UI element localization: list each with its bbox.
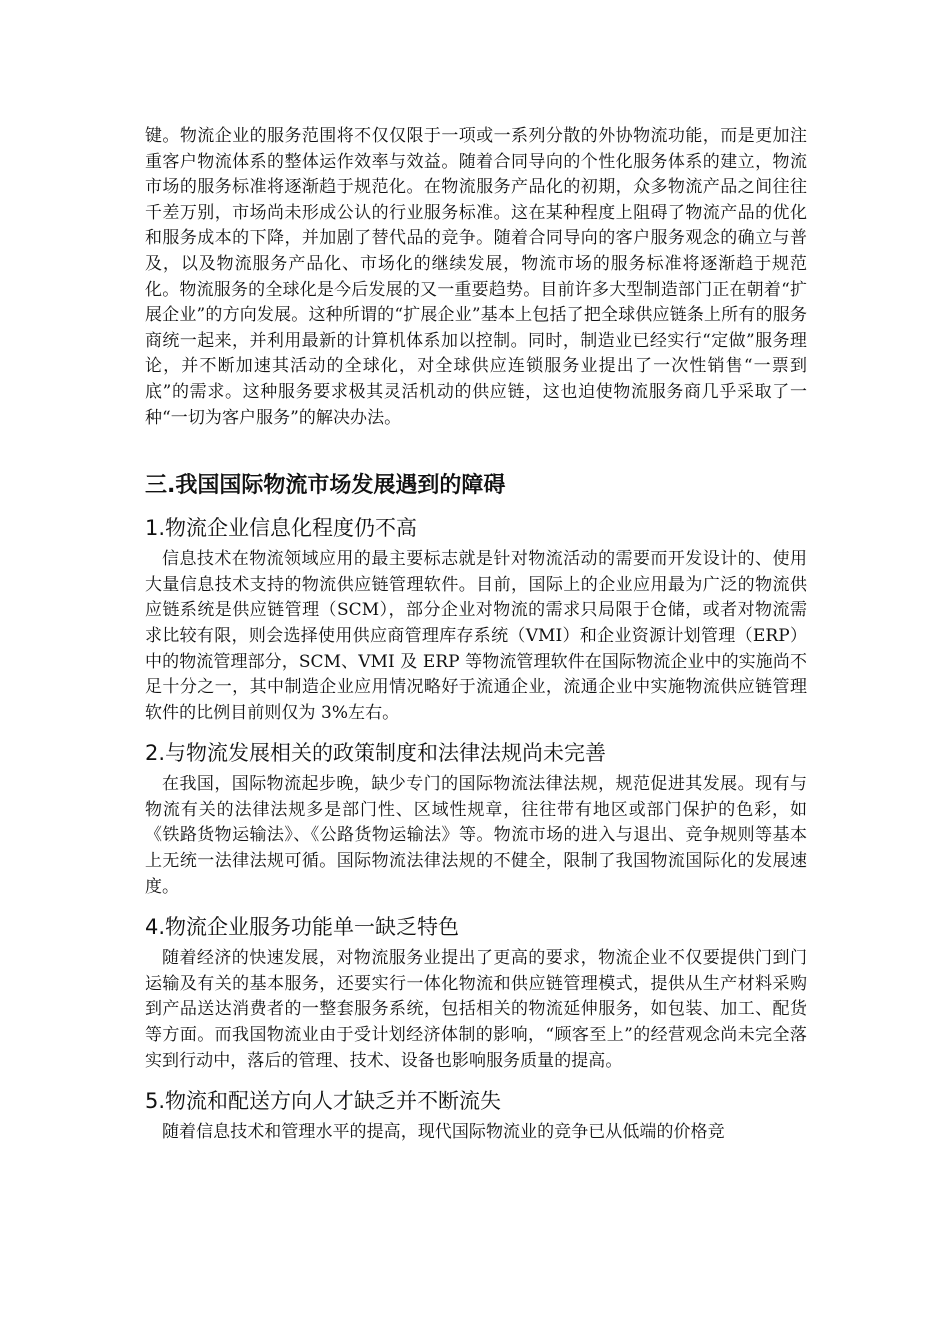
subsection-body-5: 随着信息技术和管理水平的提高，现代国际物流业的竞争已从低端的价格竞 <box>162 1122 725 1143</box>
subsection-heading-1: 1.物流企业信息化程度仍不高 <box>145 516 418 541</box>
subsection-heading-2: 2.与物流发展相关的政策制度和法律法规尚未完善 <box>145 741 607 766</box>
section-title: 三.我国国际物流市场发展遇到的障碍 <box>145 473 506 499</box>
subsection-heading-5: 5.物流和配送方向人才缺乏并不断流失 <box>145 1089 502 1114</box>
intro-paragraph: 键。物流企业的服务范围将不仅仅限于一项或一系列分散的外协物流功能，而是更加注重客户物流体系的整体运作效率与效益。随着合同导向的个性化服务体系的建立，物流市场的服务标准将逐渐趋于规范化。在物流服务产品化的初期，众多物流产品之间往往千差万别，市场尚未形成公认的行业服务标准。这在某种程度上阻碍了物流产品的优化和服务成本的下降，并加剧了替代品的竞争。随着合同导向的客户服务观念的确立与普及，以及物流服务产品化、市场化的继续发展，物流市场的服务标准将逐渐趋于规范化。物流服务的全球化是今后发展的又一重要趋势。目前许多大型制造部门正在朝着“扩展企业”的方向发展。这种所谓的“扩展企业”基本上包括了把全球供应链条上所有的服务商统一起来，并利用最新的计算机体系加以控制。同时，制造业已经实行“定做”服务理论，并不断加速其活动的全球化，对全球供应连锁服务业提出了一次性销售“一票到底”的需求。这种服务要求极其灵活机动的供应链，这也迫使物流服务商几乎采取了一种“一切为客户服务”的解决办法。 <box>145 126 807 428</box>
document-page <box>145 124 807 1146</box>
subsection-heading-4: 4.物流企业服务功能单一缺乏特色 <box>145 915 460 940</box>
subsection-body-4: 随着经济的快速发展，对物流服务业提出了更高的要求，物流企业不仅要提供门到门运输及有关的基本服务，还要实行一体化物流和供应链管理模式，提供从生产材料采购到产品送达消费者的一整套服务系统，包括相关的物流延伸服务，如包装、加工、配货等方面。而我国物流业由于受计划经济体制的影响，“顾客至上”的经营观念尚未完全落实到行动中，落后的管理、技术、设备也影响服务质量的提高。 <box>145 948 807 1071</box>
subsection-body-1: 信息技术在物流领域应用的最主要标志就是针对物流活动的需要而开发设计的、使用大量信息技术支持的物流供应链管理软件。目前，国际上的企业应用最为广泛的物流供应链系统是供应链管理（SCM），部分企业对物流的需求只局限于仓储，或者对物流需求比较有限，则会选择使用供应商管理库存系统（VMI）和企业资源计划管理（ERP）中的物流管理部分，SCM、VMI 及 ERP 等物流管理软件在国际物流企业中的实施尚不足十分之一，其中制造企业应用情况略好于流通企业，流通企业中实施物流供应链管理软件的比例目前则仅为 3%左右。 <box>145 549 807 723</box>
subsection-body-2: 在我国，国际物流起步晚，缺少专门的国际物流法律法规，规范促进其发展。现有与物流有关的法律法规多是部门性、区域性规章，往往带有地区或部门保护的色彩，如《铁路货物运输法》、《公路货物运输法》等。物流市场的进入与退出、竞争规则等基本上无统一法律法规可循。国际物流法律法规的不健全，限制了我国物流国际化的发展速度。 <box>145 774 807 897</box>
